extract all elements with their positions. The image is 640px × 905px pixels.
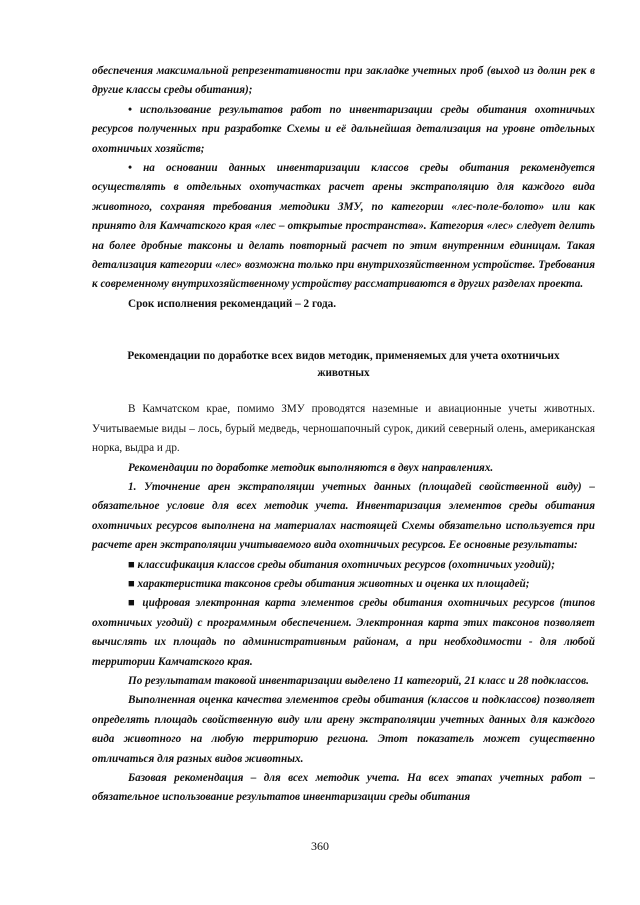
spacer (92, 314, 595, 348)
paragraph-directions: Рекомендации по доработке методик выполняются в двух направлениях. (128, 461, 494, 474)
paragraph-base-recommendation: Базовая рекомендация – для всех методик учета. На всех этапах учетных работ – обязательное использование результатов инвентаризации среды обитания (92, 772, 595, 804)
paragraph-continuation: обеспечения максимальной репрезентативности при закладке учетных проб (выход из долин рек в другие классы среды обитания); (92, 65, 595, 97)
bullet-inventory-results: • использование результатов работ по инвентаризации среды обитания охотничьих ресурсов полученных при разработке Схемы и её дальнейшая детализация на уровне отдельных охотничьих хозяйств; (92, 103, 595, 155)
section-heading: Рекомендации по доработке всех видов методик, применяемых для учета охотничьих животных (127, 350, 560, 380)
list-item-taxa: ■ характеристика таксонов среды обитания животных и оценка их площадей; (128, 577, 530, 590)
page-number: 360 (311, 839, 329, 853)
page-body (92, 62, 595, 808)
list-item-digital-map: ■ цифровая электронная карта элементов среды обитания охотничьих ресурсов (типов охотничьих угодий) с программным обеспечением. Электронная карта этих таксонов позволяет вычислять их площадь по административным районам, а при необходимости - для любой территории Камчатского края. (92, 597, 595, 668)
paragraph-quality-assessment: Выполненная оценка качества элементов среды обитания (классов и подклассов) позволяет определять площадь свойственную виду или арену экстраполяции учетных данных для каждого вида животного на любую территорию региона. Этот показатель может существенно отличаться для разных видов животных. (92, 694, 595, 765)
paragraph-categories: По результатам таковой инвентаризации выделено 11 категорий, 21 класс и 28 подклассов. (128, 674, 589, 687)
paragraph-intro: В Камчатском крае, помимо ЗМУ проводятся наземные и авиационные учеты животных. Учитываемые виды – лось, бурый медведь, черношапочный сурок, дикий северный олень, американская норка, выдра и др. (92, 403, 595, 455)
spacer (92, 382, 595, 400)
term-note: Срок исполнения рекомендаций – 2 года. (128, 297, 337, 310)
paragraph-arena-refinement: 1. Уточнение арен экстраполяции учетных данных (площадей свойственной виду) – обязательное условие для всех методик учета. Инвентаризация элементов среды обитания охотничьих ресурсов выполнена на материалах настоящей Схемы обязательно используется при расчете арен экстраполяции учитываемого вида охотничьих ресурсов. Ее основные результаты: (92, 480, 595, 552)
bullet-extrapolation-calc: • на основании данных инвентаризации классов среды обитания рекомендуется осуществлять в отдельных охотучастках расчет арены экстраполяцию для каждого вида животного, сохраняя требования методики ЗМУ, по категории «лес-поле-болото» или как принято для Камчатского края «лес – открытые пространства». Категория «лес» следует делить на более дробные таксоны и делать повторный расчет по этим внутренним единицам. Такая детализация категории «лес» возможна только при внутрихозяйственном устройстве. Требования к современному внутрихозяйственному устройству рассматриваются в других разделах проекта. (92, 162, 595, 291)
list-item-classification: ■ классификация классов среды обитания охотничьих ресурсов (охотничьих угодий); (128, 558, 555, 571)
